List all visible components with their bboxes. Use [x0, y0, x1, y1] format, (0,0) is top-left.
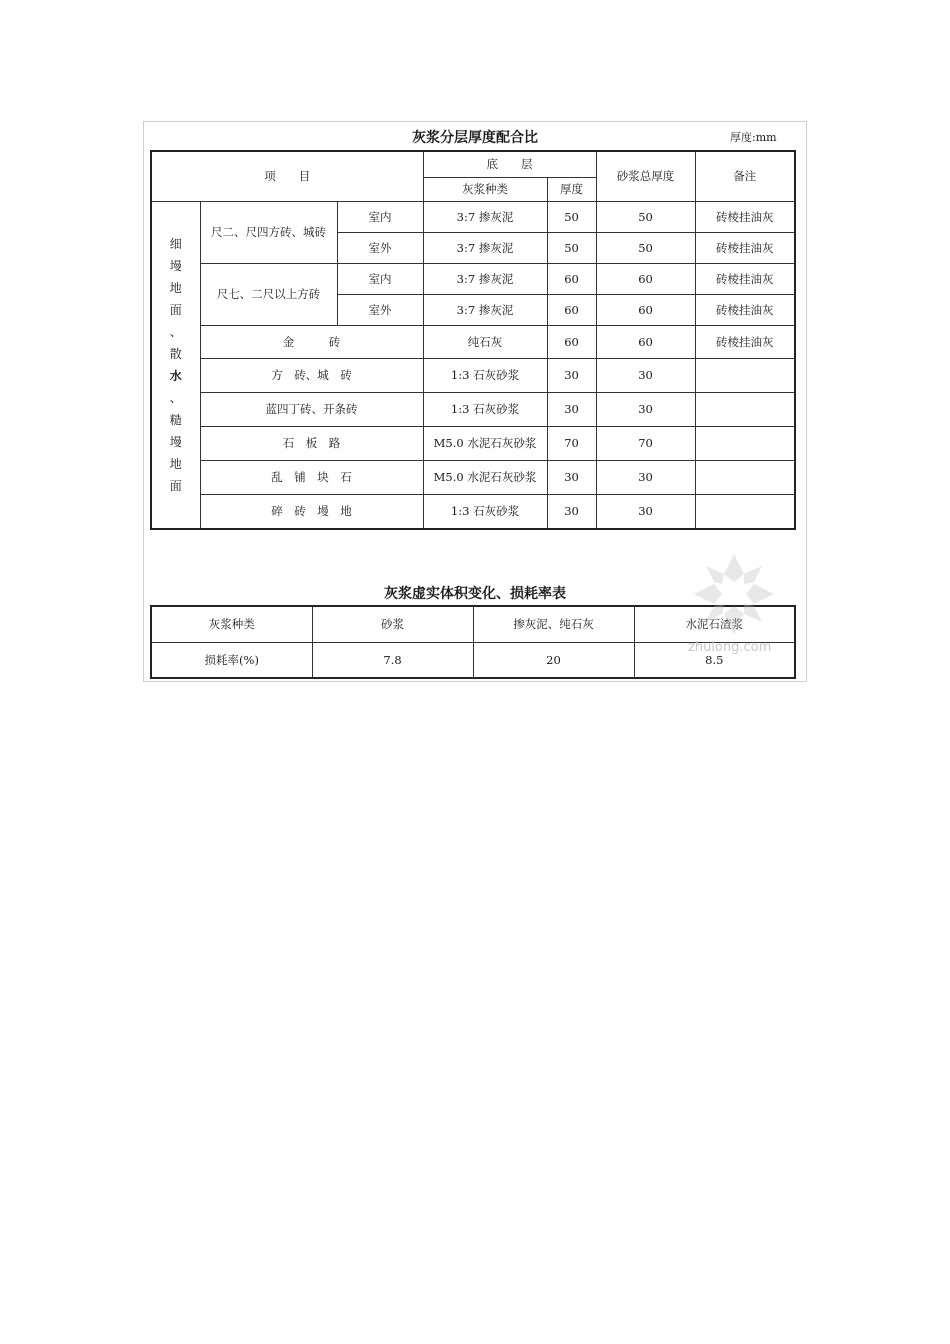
- remark-cell: 砖棱挂油灰: [695, 263, 795, 294]
- item-name-cell: 石 板 路: [200, 426, 423, 460]
- thickness-cell: 30: [547, 358, 596, 392]
- thickness-cell: 30: [547, 494, 596, 529]
- total-cell: 30: [596, 392, 695, 426]
- total-cell: 30: [596, 358, 695, 392]
- total-cell: 30: [596, 460, 695, 494]
- thickness-cell: 60: [547, 263, 596, 294]
- mortar-layer-table: [150, 150, 796, 530]
- loss-header-cell: 灰浆种类: [151, 606, 312, 642]
- loss-value-cell: 8.5: [634, 642, 795, 678]
- mortar-cell: 1:3 石灰砂浆: [423, 494, 547, 529]
- thickness-cell: 30: [547, 460, 596, 494]
- mortar-cell: 3:7 掺灰泥: [423, 263, 547, 294]
- item-name-cell: 碎 砖 墁 地: [200, 494, 423, 529]
- remark-cell: 砖棱挂油灰: [695, 325, 795, 358]
- group-name: 尺七、二尺以上方砖: [200, 263, 337, 325]
- header-base-layer: 底 层: [423, 151, 596, 177]
- zhulong-logo-icon: [692, 552, 776, 636]
- group-name: 尺二、尺四方砖、城砖: [200, 201, 337, 263]
- mortar-cell: 纯石灰: [423, 325, 547, 358]
- thickness-cell: 60: [547, 325, 596, 358]
- header-thickness: 厚度: [547, 177, 596, 201]
- total-cell: 50: [596, 201, 695, 232]
- loss-header-cell: 水泥石渣浆: [634, 606, 795, 642]
- location-cell: 室内: [337, 201, 423, 232]
- location-cell: 室外: [337, 294, 423, 325]
- mortar-cell: M5.0 水泥石灰砂浆: [423, 460, 547, 494]
- mortar-cell: M5.0 水泥石灰砂浆: [423, 426, 547, 460]
- remark-cell: [695, 426, 795, 460]
- mortar-cell: 3:7 掺灰泥: [423, 232, 547, 263]
- remark-cell: [695, 358, 795, 392]
- loss-value-cell: 损耗率(%): [151, 642, 312, 678]
- item-name-cell: 乱 铺 块 石: [200, 460, 423, 494]
- table2-title: 灰浆虚实体积变化、损耗率表: [384, 586, 566, 602]
- loss-header-cell: 掺灰泥、纯石灰: [473, 606, 634, 642]
- thickness-cell: 50: [547, 201, 596, 232]
- thickness-cell: 70: [547, 426, 596, 460]
- remark-cell: 砖棱挂油灰: [695, 232, 795, 263]
- remark-cell: [695, 494, 795, 529]
- loss-header-cell: 砂浆: [312, 606, 473, 642]
- watermark-text: zhulong.com: [688, 640, 772, 655]
- total-cell: 70: [596, 426, 695, 460]
- header-total-thickness: 砂浆总厚度: [596, 151, 695, 201]
- total-cell: 60: [596, 263, 695, 294]
- mortar-cell: 1:3 石灰砂浆: [423, 358, 547, 392]
- header-mortar-type: 灰浆种类: [423, 177, 547, 201]
- loss-value-cell: 20: [473, 642, 634, 678]
- remark-cell: 砖棱挂油灰: [695, 294, 795, 325]
- header-item: 项 目: [151, 151, 423, 201]
- thickness-cell: 50: [547, 232, 596, 263]
- total-cell: 30: [596, 494, 695, 529]
- total-cell: 50: [596, 232, 695, 263]
- remark-cell: [695, 392, 795, 426]
- item-name-cell: 方 砖、城 砖: [200, 358, 423, 392]
- side-category-label: 细 墁 地 面 、 散 水 、 糙 墁 地 面: [151, 201, 200, 529]
- mortar-cell: 1:3 石灰砂浆: [423, 392, 547, 426]
- remark-cell: 砖棱挂油灰: [695, 201, 795, 232]
- loss-value-cell: 7.8: [312, 642, 473, 678]
- remark-cell: [695, 460, 795, 494]
- item-name-cell: 蓝四丁砖、开条砖: [200, 392, 423, 426]
- header-remark: 备注: [695, 151, 795, 201]
- thickness-cell: 60: [547, 294, 596, 325]
- location-cell: 室外: [337, 232, 423, 263]
- thickness-cell: 30: [547, 392, 596, 426]
- mortar-cell: 3:7 掺灰泥: [423, 294, 547, 325]
- table1-title: 灰浆分层厚度配合比: [412, 130, 538, 146]
- table1-unit: 厚度:mm: [730, 131, 777, 144]
- item-name-cell: 金 砖: [200, 325, 423, 358]
- location-cell: 室内: [337, 263, 423, 294]
- total-cell: 60: [596, 294, 695, 325]
- mortar-cell: 3:7 掺灰泥: [423, 201, 547, 232]
- total-cell: 60: [596, 325, 695, 358]
